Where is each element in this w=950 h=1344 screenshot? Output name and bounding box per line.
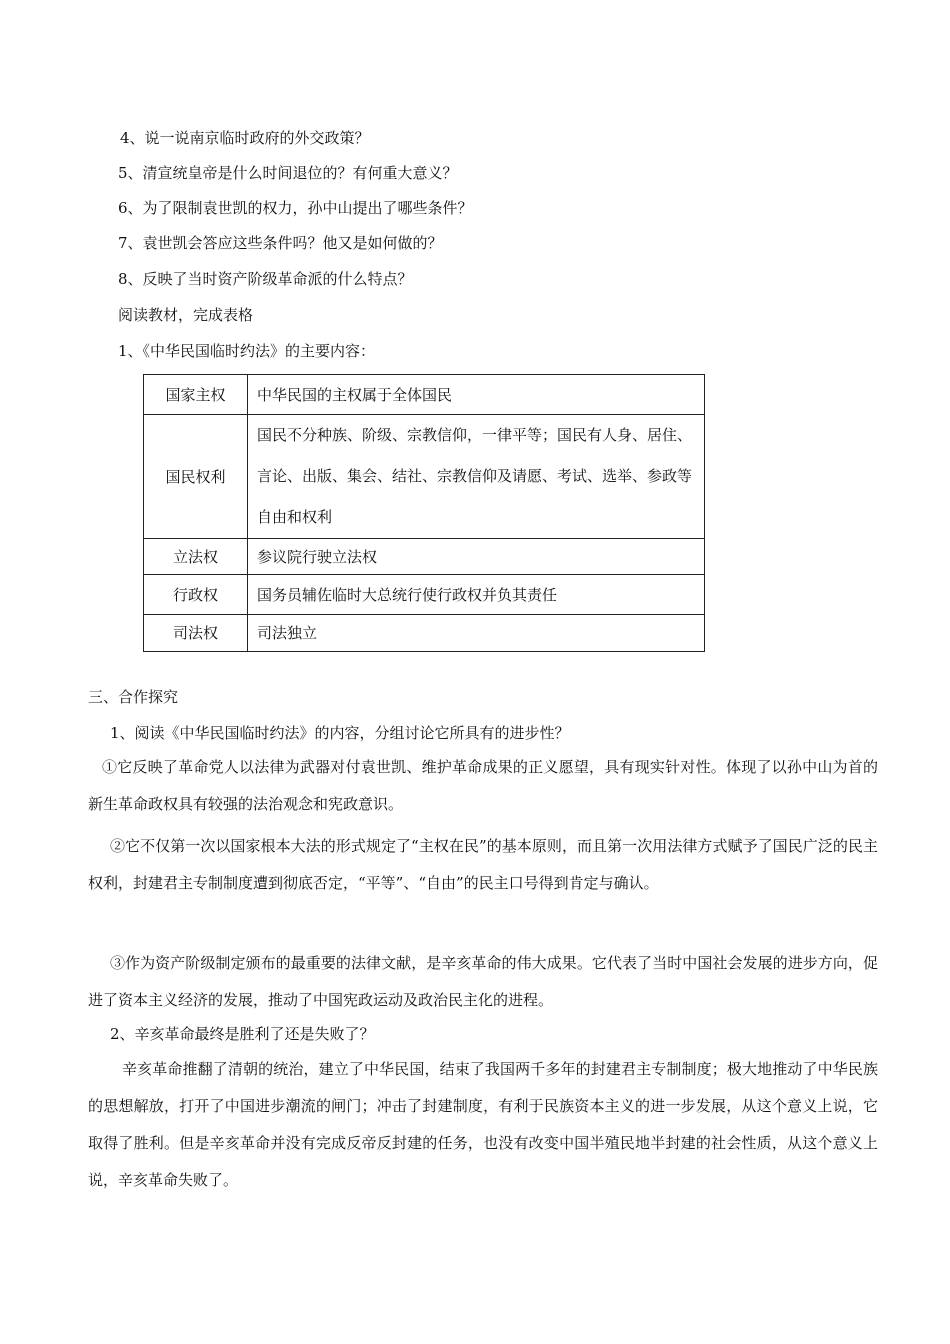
answer-2: 辛亥革命推翻了清朝的统治，建立了中华民国，结束了我国两千多年的封建君主专制制度；极大地推动了中华民族的思想解放，打开了中国进步潮流的闸门；冲击了封建制度，有利于民族资本主义的进一步发展，从这个意义上说，它取得了胜利。但是辛亥革命并没有完成反帝反封建的任务，也没有改变中国半殖民地半封建的社会性质，从这个意义上说，辛亥革命失败了。 [88,1060,878,1189]
answer-1-point-3: ③作为资产阶级制定颁布的最重要的法律文献，是辛亥革命的伟大成果。它代表了当时中国社会发展的进步方向，促进了资本主义经济的发展，推动了中国宪政运动及政治民主化的进程。 [88,954,878,1009]
table-row [144,415,705,539]
answer-1-point-1: ①它反映了革命党人以法律为武器对付袁世凯、维护革命成果的正义愿望，具有现实针对性。体现了以孙中山为首的新生革命政权具有较强的法治观念和宪政意识。 [88,758,878,813]
question-7: 7、袁世凯会答应这些条件吗？他又是如何做的？ [118,234,443,252]
question-8: 8、反映了当时资产阶级革命派的什么特点？ [118,270,413,288]
table-row [144,615,705,652]
table-value: 国民不分种族、阶级、宗教信仰，一律平等；国民有人身、居住、言论、出版、集会、结社、宗教信仰及请愿、考试、选举、参政等自由和权利 [248,415,705,539]
section-title: 三、合作探究 [88,688,179,706]
question-1: 1、阅读《中华民国临时约法》的内容，分组讨论它所具有的进步性？ [110,724,570,742]
answer-1-point-2: ②它不仅第一次以国家根本大法的形式规定了“主权在民”的基本原则，而且第一次用法律方式赋予了国民广泛的民主权利，封建君主专制制度遭到彻底否定，“平等”、“自由”的民主口号得到肯定与确认。 [88,837,878,892]
table-key: 立法权 [144,539,248,575]
table-row [144,539,705,575]
table-value: 国务员辅佐临时大总统行使行政权并负其责任 [248,575,705,615]
table-key: 国民权利 [144,415,248,539]
read-instruction: 阅读教材，完成表格 [118,306,254,324]
table-key: 国家主权 [144,375,248,415]
table-intro: 1、《中华民国临时约法》的主要内容： [118,342,376,360]
question-6: 6、为了限制袁世凯的权力，孙中山提出了哪些条件？ [118,199,473,217]
table-value: 司法独立 [248,615,705,652]
table-value: 中华民国的主权属于全体国民 [248,375,705,415]
question-2: 2、辛亥革命最终是胜利了还是失败了？ [110,1025,375,1043]
table-key: 行政权 [144,575,248,615]
table-row [144,575,705,615]
question-5: 5、清宣统皇帝是什么时间退位的？有何重大意义？ [118,164,458,182]
table-row [144,375,705,415]
table-value: 参议院行驶立法权 [248,539,705,575]
table-key: 司法权 [144,615,248,652]
question-4: 4、说一说南京临时政府的外交政策？ [120,129,370,147]
constitution-table [143,374,705,652]
